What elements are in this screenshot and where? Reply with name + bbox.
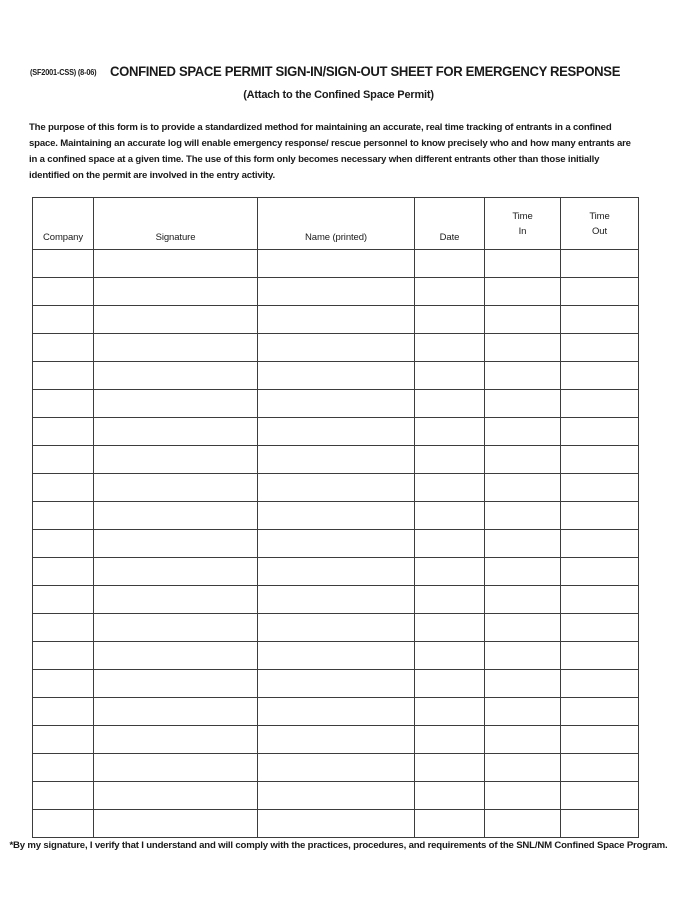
- table-row: [33, 810, 639, 838]
- table-row: [33, 670, 639, 698]
- entry-cell-company[interactable]: [33, 418, 94, 446]
- entry-cell-signature[interactable]: [94, 334, 258, 362]
- entry-cell-name[interactable]: [258, 390, 415, 418]
- column-header-signature: [94, 198, 258, 250]
- entry-cell-time_out[interactable]: [561, 278, 639, 306]
- entry-cell-company[interactable]: [33, 334, 94, 362]
- entry-cell-signature[interactable]: [94, 698, 258, 726]
- table-row: [33, 334, 639, 362]
- entry-cell-company[interactable]: [33, 614, 94, 642]
- entry-cell-time_out[interactable]: [561, 726, 639, 754]
- entry-cell-company[interactable]: [33, 530, 94, 558]
- entry-cell-signature[interactable]: [94, 362, 258, 390]
- entry-cell-date[interactable]: [415, 250, 485, 278]
- intro-paragraph: The purpose of this form is to provide a standardized method for maintaining an accurate, real time tracking of entrants in a confined space. Maintaining an accurate log will enable emergency response/ rescue personnel to know precisely who and how many entrants are in a confined space at a given time. The use of this form only becomes necessary when different entrants other than those initially identified on the permit are involved in the entry activity.: [29, 121, 631, 182]
- entry-cell-time_in[interactable]: [485, 306, 561, 334]
- table-row: [33, 530, 639, 558]
- entry-cell-signature[interactable]: [94, 446, 258, 474]
- table-row: [33, 390, 639, 418]
- entry-cell-time_in[interactable]: [485, 558, 561, 586]
- table-row: [33, 502, 639, 530]
- entry-cell-time_out[interactable]: [561, 474, 639, 502]
- entry-cell-name[interactable]: [258, 614, 415, 642]
- entry-cell-name[interactable]: [258, 726, 415, 754]
- entry-cell-name[interactable]: [258, 754, 415, 782]
- column-header-text: Out: [591, 225, 607, 237]
- entry-cell-time_in[interactable]: [485, 418, 561, 446]
- entry-cell-time_out[interactable]: [561, 250, 639, 278]
- entry-cell-company[interactable]: [33, 810, 94, 838]
- entry-cell-name[interactable]: [258, 530, 415, 558]
- entry-cell-company[interactable]: [33, 754, 94, 782]
- entry-cell-time_in[interactable]: [485, 362, 561, 390]
- page-title: CONFINED SPACE PERMIT SIGN-IN/SIGN-OUT SHEET FOR EMERGENCY RESPONSE: [110, 64, 621, 79]
- table-row: [33, 362, 639, 390]
- entry-cell-time_in[interactable]: [485, 698, 561, 726]
- entry-cell-name[interactable]: [258, 474, 415, 502]
- entry-cell-time_out[interactable]: [561, 306, 639, 334]
- entry-cell-date[interactable]: [415, 446, 485, 474]
- entry-cell-signature[interactable]: [94, 502, 258, 530]
- entry-cell-time_out[interactable]: [561, 614, 639, 642]
- entry-cell-date[interactable]: [415, 670, 485, 698]
- entry-cell-company[interactable]: [33, 726, 94, 754]
- table-row: [33, 614, 639, 642]
- entry-cell-signature[interactable]: [94, 278, 258, 306]
- entry-cell-time_out[interactable]: [561, 698, 639, 726]
- entry-cell-time_in[interactable]: [485, 754, 561, 782]
- entry-cell-name[interactable]: [258, 698, 415, 726]
- entry-cell-signature[interactable]: [94, 474, 258, 502]
- column-header-text: Time: [512, 210, 533, 222]
- entry-cell-time_in[interactable]: [485, 474, 561, 502]
- entry-cell-name[interactable]: [258, 446, 415, 474]
- entry-cell-time_in[interactable]: [485, 670, 561, 698]
- document-header: [0, 64, 677, 79]
- entry-cell-time_out[interactable]: [561, 670, 639, 698]
- table-body: [33, 250, 639, 838]
- entry-cell-company[interactable]: [33, 362, 94, 390]
- entry-cell-company[interactable]: [33, 474, 94, 502]
- table-row: [33, 754, 639, 782]
- table-row: [33, 278, 639, 306]
- page-subtitle: (Attach to the Confined Space Permit): [243, 89, 434, 101]
- entry-cell-time_out[interactable]: [561, 362, 639, 390]
- entry-cell-date[interactable]: [415, 726, 485, 754]
- entry-cell-name[interactable]: [258, 782, 415, 810]
- entry-cell-time_out[interactable]: [561, 782, 639, 810]
- entry-cell-company[interactable]: [33, 698, 94, 726]
- entry-cell-date[interactable]: [415, 698, 485, 726]
- entry-cell-time_out[interactable]: [561, 642, 639, 670]
- entry-cell-time_out[interactable]: [561, 390, 639, 418]
- signature-verification-note: *By my signature, I verify that I understand and will comply with the practices, procedures, and requirements of the SNL/NM Confined Space Program.: [9, 840, 668, 851]
- entry-cell-time_in[interactable]: [485, 614, 561, 642]
- entry-cell-time_out[interactable]: [561, 418, 639, 446]
- entry-cell-name[interactable]: [258, 334, 415, 362]
- entry-cell-signature[interactable]: [94, 306, 258, 334]
- entry-cell-time_in[interactable]: [485, 250, 561, 278]
- table-header: [33, 198, 639, 250]
- entry-cell-date[interactable]: [415, 418, 485, 446]
- entry-cell-name[interactable]: [258, 502, 415, 530]
- entry-cell-signature[interactable]: [94, 418, 258, 446]
- entry-cell-company[interactable]: [33, 502, 94, 530]
- entry-cell-time_out[interactable]: [561, 446, 639, 474]
- entry-cell-date[interactable]: [415, 362, 485, 390]
- entry-cell-time_in[interactable]: [485, 782, 561, 810]
- table-row: [33, 418, 639, 446]
- column-header-time_in: [485, 198, 561, 250]
- entry-cell-time_in[interactable]: [485, 278, 561, 306]
- entry-cell-signature[interactable]: [94, 390, 258, 418]
- table-row: [33, 474, 639, 502]
- entry-cell-name[interactable]: [258, 306, 415, 334]
- entry-cell-date[interactable]: [415, 306, 485, 334]
- entry-cell-time_in[interactable]: [485, 810, 561, 838]
- table-row: [33, 250, 639, 278]
- entry-cell-time_in[interactable]: [485, 390, 561, 418]
- entry-cell-signature[interactable]: [94, 782, 258, 810]
- entry-cell-company[interactable]: [33, 250, 94, 278]
- entry-cell-date[interactable]: [415, 782, 485, 810]
- entry-cell-date[interactable]: [415, 586, 485, 614]
- entry-cell-date[interactable]: [415, 502, 485, 530]
- entry-cell-name[interactable]: [258, 418, 415, 446]
- entry-cell-name[interactable]: [258, 558, 415, 586]
- entry-cell-time_out[interactable]: [561, 754, 639, 782]
- entry-cell-time_in[interactable]: [485, 530, 561, 558]
- entry-cell-name[interactable]: [258, 586, 415, 614]
- column-header-text: Company: [43, 232, 83, 243]
- column-header-date: [415, 198, 485, 250]
- entry-cell-date[interactable]: [415, 558, 485, 586]
- entry-cell-time_out[interactable]: [561, 810, 639, 838]
- table-row: [33, 586, 639, 614]
- entry-cell-company[interactable]: [33, 782, 94, 810]
- entry-cell-date[interactable]: [415, 278, 485, 306]
- column-header-text: Signature: [155, 232, 196, 243]
- entry-cell-company[interactable]: [33, 642, 94, 670]
- entry-cell-signature[interactable]: [94, 754, 258, 782]
- entry-cell-date[interactable]: [415, 614, 485, 642]
- entry-cell-signature[interactable]: [94, 250, 258, 278]
- column-header-name: [258, 198, 415, 250]
- sign-in-sign-out-table: [32, 197, 639, 838]
- column-header-text: Date: [439, 232, 460, 243]
- column-header-text: Time: [589, 210, 610, 222]
- entry-cell-time_in[interactable]: [485, 502, 561, 530]
- entry-cell-name[interactable]: [258, 278, 415, 306]
- entry-cell-time_in[interactable]: [485, 642, 561, 670]
- entry-cell-name[interactable]: [258, 670, 415, 698]
- entry-cell-time_out[interactable]: [561, 334, 639, 362]
- entry-cell-signature[interactable]: [94, 810, 258, 838]
- entry-cell-date[interactable]: [415, 642, 485, 670]
- entry-cell-company[interactable]: [33, 586, 94, 614]
- entry-cell-name[interactable]: [258, 810, 415, 838]
- column-header-text: In: [518, 225, 527, 237]
- entry-cell-company[interactable]: [33, 306, 94, 334]
- entry-cell-signature[interactable]: [94, 530, 258, 558]
- entry-cell-time_in[interactable]: [485, 446, 561, 474]
- form-code-label: (SF2001-CSS) (8-06): [30, 68, 97, 77]
- entry-cell-name[interactable]: [258, 250, 415, 278]
- entry-cell-date[interactable]: [415, 334, 485, 362]
- column-header-company: [33, 198, 94, 250]
- entry-cell-company[interactable]: [33, 390, 94, 418]
- entry-cell-time_in[interactable]: [485, 334, 561, 362]
- table-row: [33, 446, 639, 474]
- entry-cell-name[interactable]: [258, 362, 415, 390]
- entry-cell-signature[interactable]: [94, 642, 258, 670]
- table-row: [33, 698, 639, 726]
- entry-cell-date[interactable]: [415, 390, 485, 418]
- entry-cell-time_out[interactable]: [561, 502, 639, 530]
- table-header-row: [33, 198, 639, 250]
- entry-cell-time_out[interactable]: [561, 530, 639, 558]
- entry-cell-signature[interactable]: [94, 614, 258, 642]
- entry-cell-signature[interactable]: [94, 558, 258, 586]
- table-row: [33, 642, 639, 670]
- entry-cell-time_out[interactable]: [561, 586, 639, 614]
- entry-cell-time_out[interactable]: [561, 558, 639, 586]
- table-row: [33, 558, 639, 586]
- entry-cell-company[interactable]: [33, 558, 94, 586]
- entry-cell-time_in[interactable]: [485, 726, 561, 754]
- entry-cell-name[interactable]: [258, 642, 415, 670]
- column-header-time_out: [561, 198, 639, 250]
- entry-cell-company[interactable]: [33, 446, 94, 474]
- entry-cell-date[interactable]: [415, 754, 485, 782]
- table-row: [33, 782, 639, 810]
- entry-cell-company[interactable]: [33, 670, 94, 698]
- entry-cell-signature[interactable]: [94, 726, 258, 754]
- entry-cell-company[interactable]: [33, 278, 94, 306]
- entry-cell-time_in[interactable]: [485, 586, 561, 614]
- table-row: [33, 306, 639, 334]
- entry-cell-date[interactable]: [415, 474, 485, 502]
- entry-cell-date[interactable]: [415, 530, 485, 558]
- entry-cell-date[interactable]: [415, 810, 485, 838]
- column-header-text: Name (printed): [305, 232, 367, 243]
- entry-cell-signature[interactable]: [94, 586, 258, 614]
- entry-cell-signature[interactable]: [94, 670, 258, 698]
- table-row: [33, 726, 639, 754]
